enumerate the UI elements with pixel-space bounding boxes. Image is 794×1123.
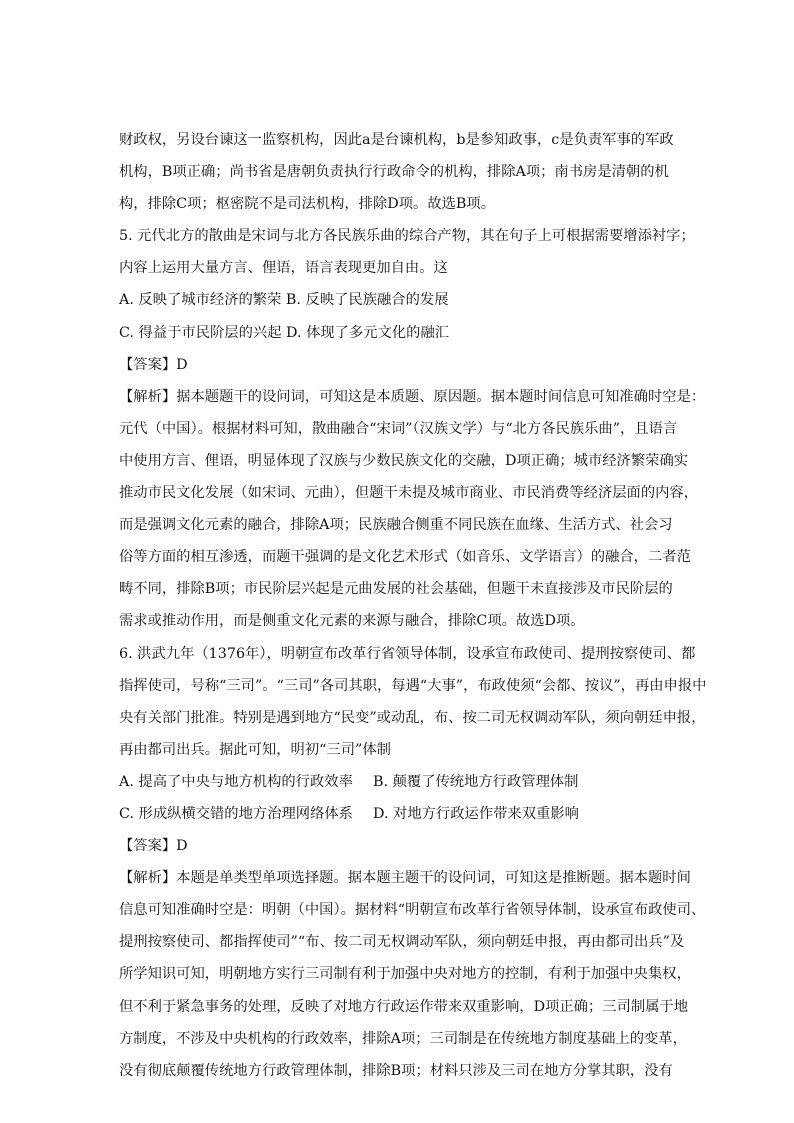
analysis-line: 信息可知准确时空是：明朝（中国）。据材料“明朝宣布改革行省领导体制，设承宣布政使司、 <box>119 902 706 919</box>
analysis-line: 【解析】本题是单类型单项选择题。据本题主题干的设问词，可知这是推断题。据本题时间 <box>119 870 691 887</box>
analysis-line: 而是强调文化元素的融合，排除A项；民族融合侧重不同民族在血缘、生活方式、社会习 <box>119 517 673 534</box>
answer-label: 【答案】D <box>119 838 188 855</box>
option-a: A. 提高了中央与地方机构的行政效率 <box>119 773 353 790</box>
text-line: 财政权，另设台谏这一监察机构，因此a是台谏机构，b是参知政事，c是负责军事的军政 <box>119 132 674 148</box>
analysis-line: 推动市民文化发展（如宋词、元曲），但题干未提及城市商业、市民消费等经济层面的内容， <box>119 485 699 502</box>
question-stem-line: 再由都司出兵。据此可知，明初“三司”体制 <box>119 741 391 758</box>
option-c: C. 形成纵横交错的地方治理网络体系 <box>119 805 353 822</box>
analysis-line: 中使用方言、俚语，明显体现了汉族与少数民族文化的交融，D项正确；城市经济繁荣确实 <box>119 452 689 469</box>
question-stem-line: 指挥使司，号称“三司”。“三司”各司其职，每遇“大事”，布政使须“会都、按议”，再由申报中 <box>119 677 707 694</box>
question-6 <box>119 638 707 1087</box>
analysis-line: 俗等方面的相互渗透，而题干强调的是文化艺术形式（如音乐、文学语言）的融合，二者范 <box>119 549 691 566</box>
analysis-line: 没有彻底颠覆传统地方行政管理体制，排除B项；材料只涉及三司在地方分掌其职，没有 <box>119 1062 673 1079</box>
question-stem-line: 5. 元代北方的散曲是宋词与北方各民族乐曲的综合产物，其在句子上可根据需要增添衬字； <box>119 228 695 245</box>
text-line: 机构，B项正确；尚书省是唐朝负责执行行政命令的机构，排除A项；南书房是清朝的机 <box>119 164 669 181</box>
options-row <box>119 798 679 830</box>
question-5 <box>119 220 706 637</box>
analysis-line: 畴不同，排除B项；市民阶层兴起是元曲发展的社会基础，但题干未直接涉及市民阶层的 <box>119 581 673 598</box>
option-d: D. 对地方行政运作带来双重影响 <box>373 805 579 822</box>
analysis-line: 需求或推动作用，而是侧重文化元素的来源与融合，排除C项。故选D项。 <box>119 613 585 630</box>
analysis-line: 但不利于紧急事务的处理，反映了对地方行政运作带来双重影响，D项正确；三司制属于地 <box>119 998 689 1015</box>
question-stem-line: 内容上运用大量方言、俚语，语言表现更加自由。这 <box>119 260 448 277</box>
analysis-line: 所学知识可知，明朝地方实行三司制有利于加强中央对地方的控制，有利于加强中央集权， <box>119 966 691 983</box>
document-page <box>119 124 707 1087</box>
options-row: C. 得益于市民阶层的兴起 D. 体现了多元文化的融汇 <box>119 324 450 341</box>
analysis-line: 方制度，不涉及中央机构的行政效率，排除A项；三司制是在传统地方制度基础上的变革， <box>119 1030 687 1047</box>
analysis-line: 提刑按察使司、都指挥使司”“布、按二司无权调动军队，须向朝廷申报，再由都司出兵”及 <box>119 934 685 951</box>
answer-label: 【答案】D <box>119 356 188 373</box>
question-stem-line: 央有关部门批准。特别是遇到地方“民变”或动乱，布、按二司无权调动军队，须向朝廷申报， <box>119 709 706 726</box>
question-stem-line: 6. 洪武九年（1376年），明朝宣布改革行省领导体制，设承宣布政使司、提刑按察使司、都 <box>119 645 696 662</box>
options-row <box>119 766 679 798</box>
option-b: B. 颠覆了传统地方行政管理体制 <box>373 773 579 790</box>
analysis-line: 元代（中国）。根据材料可知，散曲融合“宋词”（汉族文学）与“北方各民族乐曲”，且语言 <box>119 420 678 437</box>
text-line: 构，排除C项；枢密院不是司法机构，排除D项。故选B项。 <box>119 196 496 213</box>
analysis-line: 【解析】据本题题干的设问词，可知这是本质题、原因题。据本题时间信息可知准确时空是： <box>119 388 706 405</box>
options-row: A. 反映了城市经济的繁荣 B. 反映了民族融合的发展 <box>119 292 449 309</box>
